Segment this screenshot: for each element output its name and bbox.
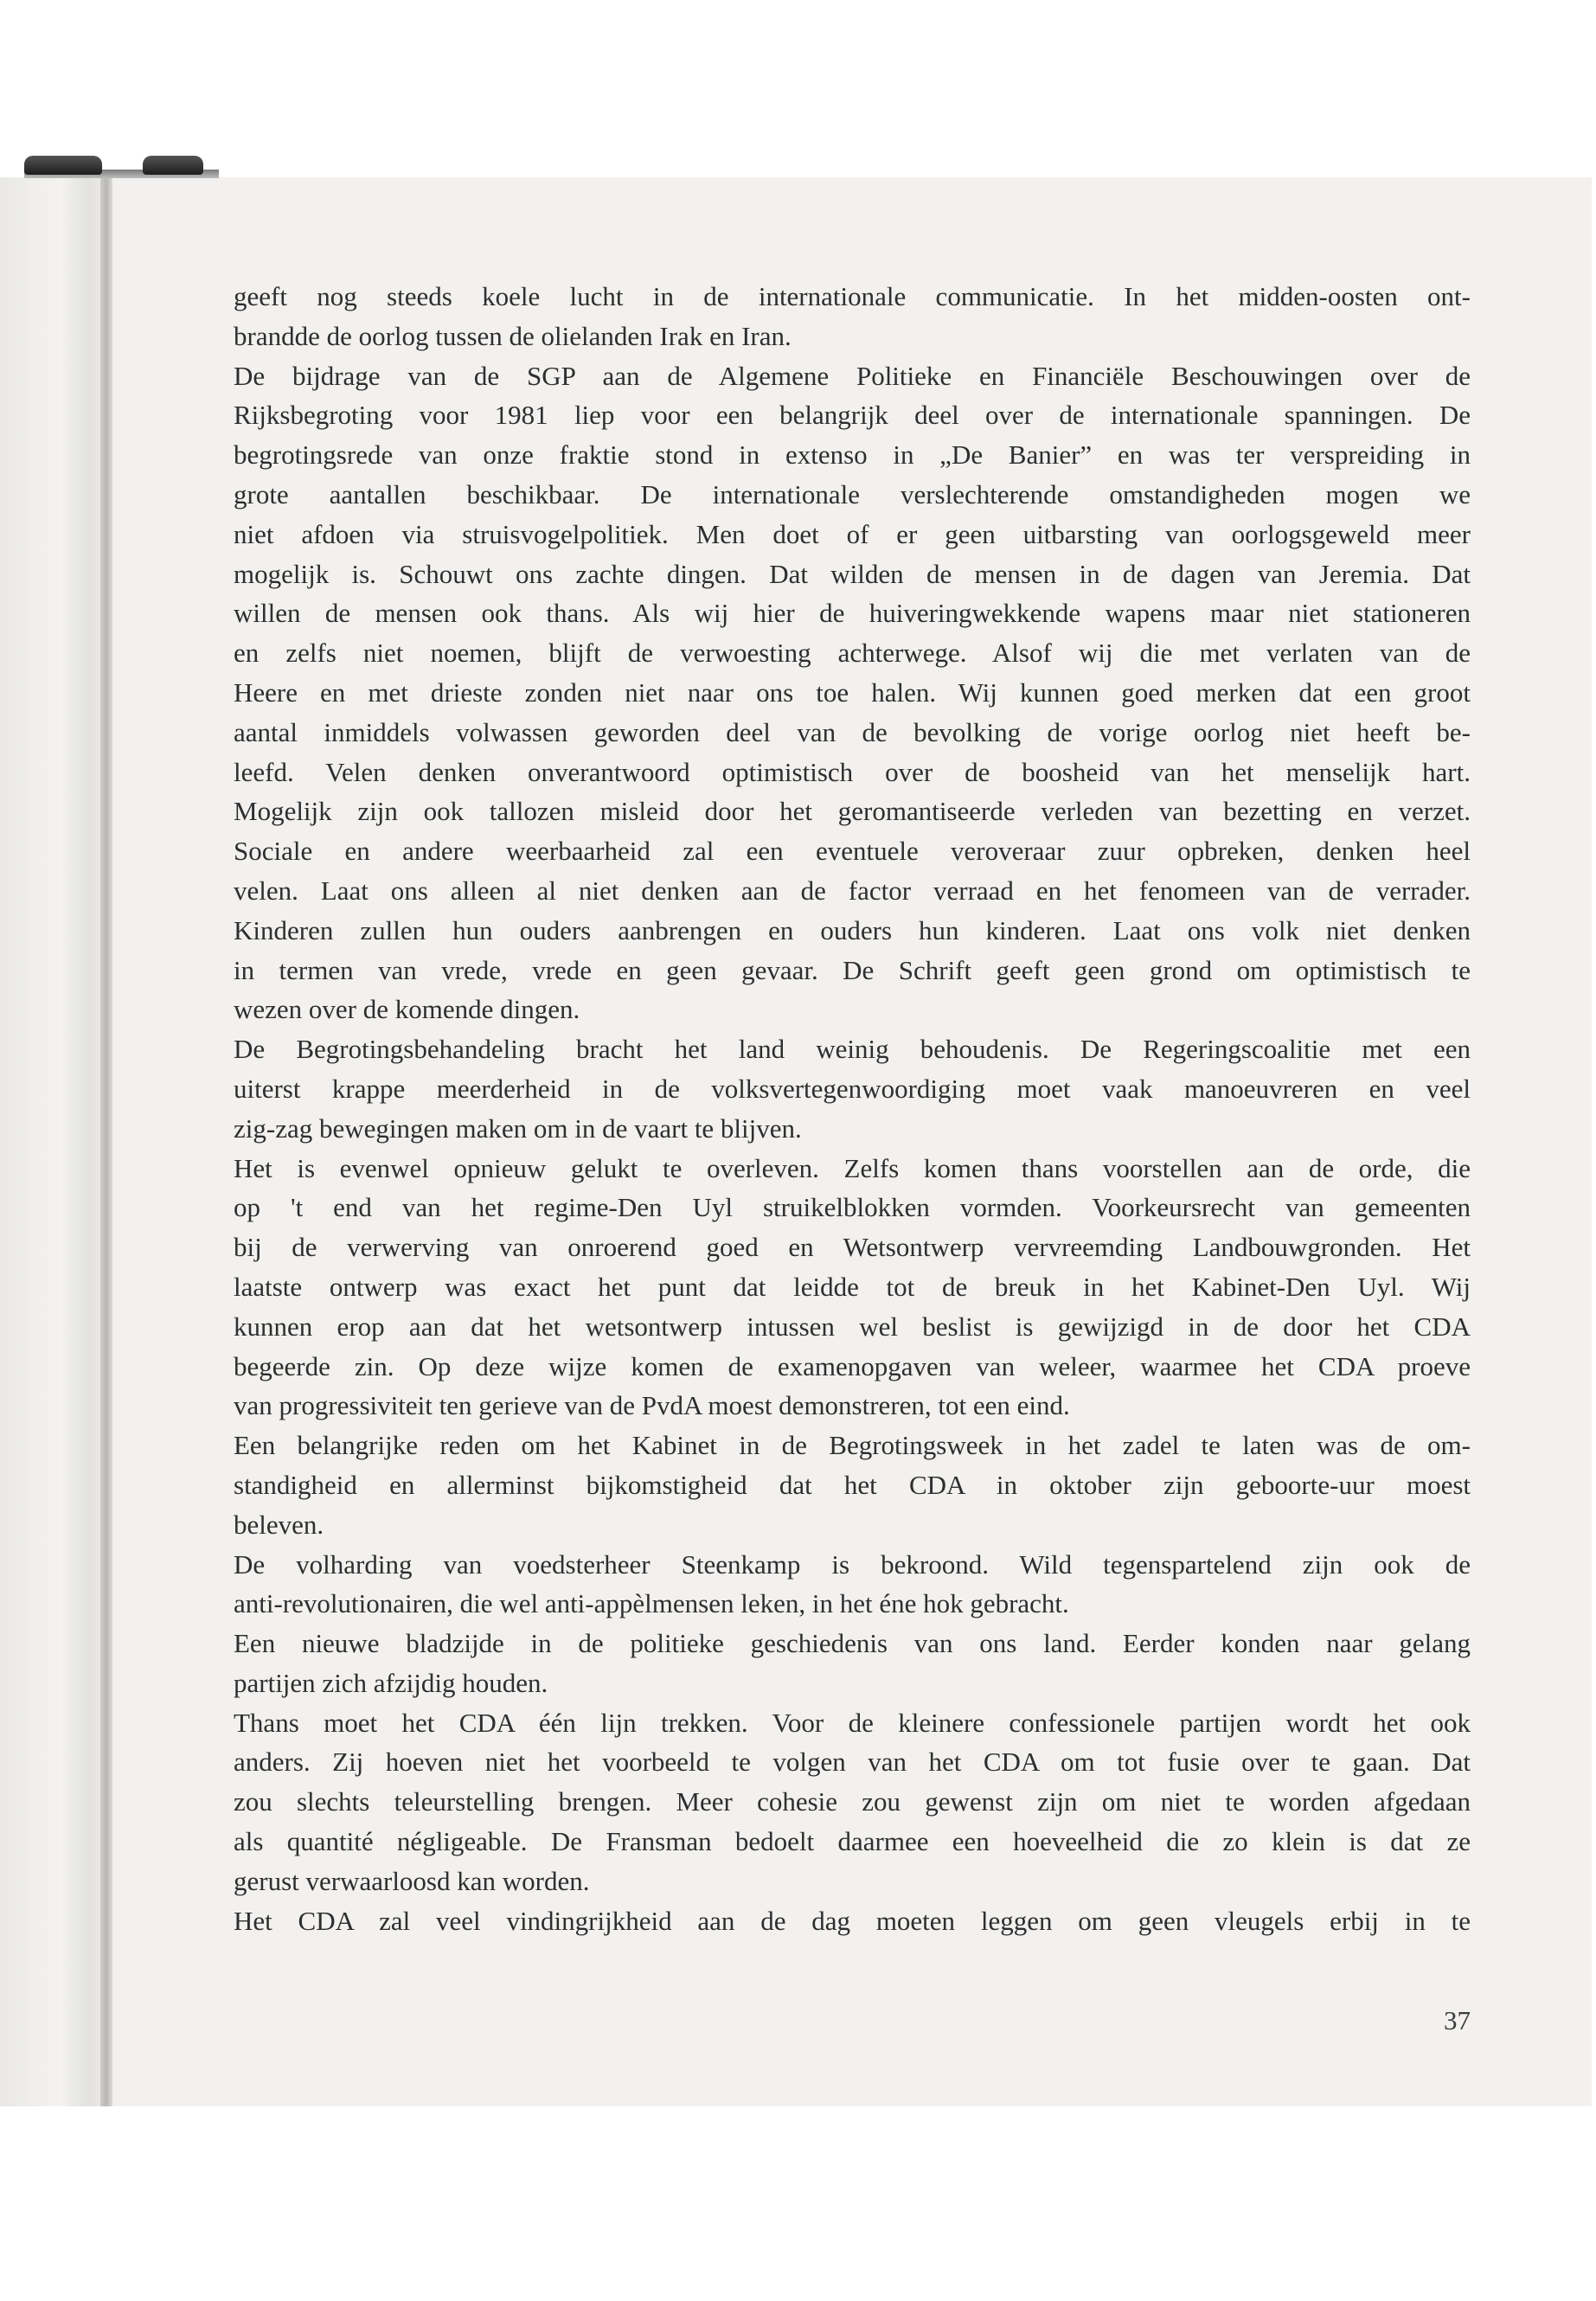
text-line: aantal inmiddels volwassen geworden deel van de bevolking de vorige oorlog niet heeft be-	[234, 716, 1471, 747]
text-line: anders. Zij hoeven niet het voorbeeld te volgen van het CDA om tot fusie over te gaan. Dat	[234, 1747, 1471, 1778]
text-line: kunnen erop aan dat het wetsontwerp intussen wel beslist is gewijzigd in de door het CDA	[234, 1311, 1471, 1342]
book-binding	[0, 177, 111, 2106]
text-line: als quantité négligeable. De Fransman bedoelt daarmee een hoeveelheid die zo klein is dat ze	[234, 1826, 1471, 1857]
text-line: uiterst krappe meerderheid in de volksvertegenwoordiging moet vaak manoeuvreren en veel	[234, 1073, 1471, 1104]
text-line: standigheid en allerminst bijkomstigheid dat het CDA in oktober zijn geboorte-uur moest	[234, 1469, 1471, 1500]
text-line: Sociale en andere weerbaarheid zal een eventuele veroveraar zuur opbreken, denken heel	[234, 836, 1471, 867]
text-line: Kinderen zullen hun ouders aanbrengen en ouders hun kinderen. Laat ons volk niet denken	[234, 914, 1471, 945]
text-line: Rijksbegroting voor 1981 liep voor een belangrijk deel over de internationale spanningen. De	[234, 400, 1471, 431]
text-line: De Begrotingsbehandeling bracht het land weinig behoudenis. De Regeringscoalitie met een	[234, 1034, 1471, 1065]
text-line: zou slechts teleurstelling brengen. Meer cohesie zou gewenst zijn om niet te worden afgedaan	[234, 1786, 1471, 1817]
text-line: begrotingsrede van onze fraktie stond in extenso in „De Banier” en was ter verspreiding in	[234, 439, 1471, 471]
text-line: grote aantallen beschikbaar. De internationale verslechterende omstandigheden mogen we	[234, 478, 1471, 510]
text-line: anti-revolutionairen, die wel anti-appèlmensen leken, in het éne hok gebracht.	[234, 1588, 1069, 1619]
text-line: gerust verwaarloosd kan worden.	[234, 1865, 590, 1896]
text-line: mogelijk is. Schouwt ons zachte dingen. Dat wilden de mensen in de dagen van Jeremia. Dat	[234, 558, 1471, 589]
scanner-clip-right	[143, 156, 203, 175]
text-line: Een belangrijke reden om het Kabinet in de Begrotingsweek in het zadel te laten was de om-	[234, 1430, 1471, 1461]
binding-edge	[100, 177, 112, 2106]
text-line: begeerde zin. Op deze wijze komen de examenopgaven van weleer, waarmee het CDA proeve	[234, 1350, 1471, 1381]
text-line: leefd. Velen denken onverantwoord optimistisch over de boosheid van het menselijk hart.	[234, 756, 1471, 787]
text-line: beleven.	[234, 1509, 324, 1540]
text-line: en zelfs niet noemen, blijft de verwoesting achterwege. Alsof wij die met verlaten van de	[234, 638, 1471, 669]
text-line: niet afdoen via struisvogelpolitiek. Men doet of er geen uitbarsting van oorlogsgeweld meer	[234, 518, 1471, 549]
text-line: velen. Laat ons alleen al niet denken aan de factor verraad en het fenomeen van de verrader.	[234, 875, 1471, 906]
text-line: Een nieuwe bladzijde in de politieke geschiedenis van ons land. Eerder konden naar gelang	[234, 1628, 1471, 1659]
text-line: Heere en met drieste zonden niet naar ons toe halen. Wij kunnen goed merken dat een groot	[234, 676, 1471, 708]
text-line: wezen over de komende dingen.	[234, 994, 580, 1025]
text-line: partijen zich afzijdig houden.	[234, 1667, 548, 1698]
text-line: van progressiviteit ten gerieve van de PvdA moest demonstreren, tot een eind.	[234, 1390, 1070, 1421]
text-line: bij de verwerving van onroerend goed en Wetsontwerp vervreemding Landbouwgronden. Het	[234, 1232, 1471, 1263]
text-line: Het is evenwel opnieuw gelukt te overleven. Zelfs komen thans voorstellen aan de orde, die	[234, 1152, 1471, 1183]
text-line: willen de mensen ook thans. Als wij hier de huiveringwekkende wapens maar niet stationeren	[234, 598, 1471, 629]
text-line: De bijdrage van de SGP aan de Algemene Politieke en Financiële Beschouwingen over de	[234, 360, 1471, 391]
text-line: in termen van vrede, vrede en geen gevaar. De Schrift geeft geen grond om optimistisch te	[234, 954, 1471, 985]
text-line: brandde de oorlog tussen de olielanden Irak en Iran.	[234, 320, 792, 351]
text-line: laatste ontwerp was exact het punt dat leidde tot de breuk in het Kabinet-Den Uyl. Wij	[234, 1271, 1471, 1302]
text-line: Het CDA zal veel vindingrijkheid aan de dag moeten leggen om geen vleugels erbij in te	[234, 1905, 1471, 1936]
text-line: geeft nog steeds koele lucht in de internationale communicatie. In het midden-oosten ont-	[234, 281, 1471, 311]
text-line: De volharding van voedsterheer Steenkamp is bekroond. Wild tegenspartelend zijn ook de	[234, 1548, 1471, 1580]
text-line: Thans moet het CDA één lijn trekken. Voor de kleinere confessionele partijen wordt het ook	[234, 1707, 1471, 1738]
body-text	[234, 277, 1471, 1940]
text-line: zig-zag bewegingen maken om in de vaart te blijven.	[234, 1112, 802, 1144]
scanner-clip-left	[24, 156, 102, 175]
text-line: Mogelijk zijn ook tallozen misleid door het geromantiseerde verleden van bezetting en verzet.	[234, 796, 1471, 827]
page-number: 37	[1444, 2005, 1471, 2035]
text-line: op 't end van het regime-Den Uyl struikelblokken vormden. Voorkeursrecht van gemeenten	[234, 1192, 1471, 1223]
